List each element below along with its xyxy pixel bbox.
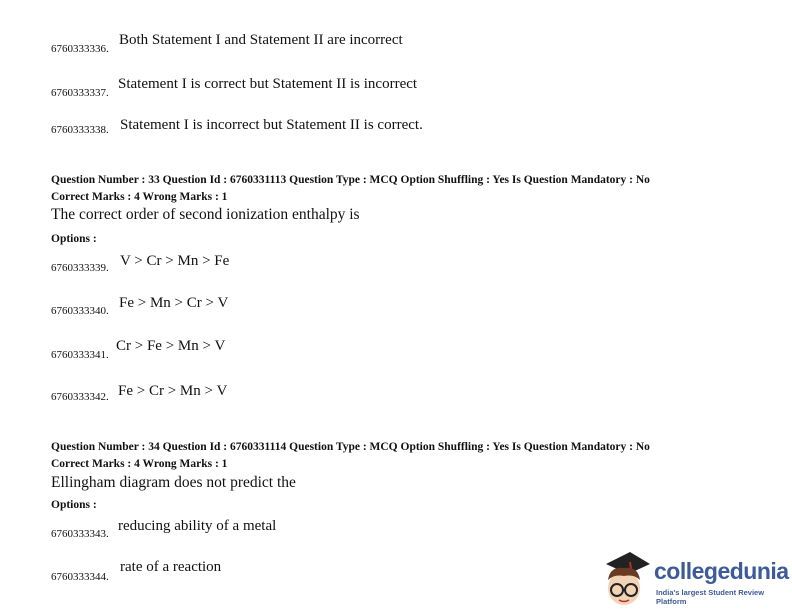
question-header: Question Number : 33 Question Id : 6760331113 Question Type : MCQ Option Shuffling : Yes Is Question Mandatory : No [51,174,650,186]
mascot-icon [600,550,652,610]
option-id: 6760333342. [51,391,109,403]
option-id: 6760333339. [51,262,109,274]
brand-tagline: India's largest Student Review Platform [656,588,765,606]
options-label: Options : [51,499,97,511]
option-id: 6760333337. [51,87,109,99]
options-label: Options : [51,233,97,245]
option-text: V > Cr > Mn > Fe [120,253,230,269]
option-text: Statement I is correct but Statement II is incorrect [118,76,418,92]
option-text: Both Statement I and Statement II are incorrect [119,32,403,48]
collegedunia-logo [600,550,790,610]
option-text: rate of a reaction [120,559,222,575]
option-id: 6760333336. [51,43,109,55]
question-header: Question Number : 34 Question Id : 6760331114 Question Type : MCQ Option Shuffling : Yes Is Question Mandatory : No [51,441,650,453]
brand-name: collegedunia [654,558,789,584]
option-text: reducing ability of a metal [118,518,277,534]
option-text: Fe > Mn > Cr > V [119,295,229,311]
option-id: 6760333340. [51,305,109,317]
question-text: Ellingham diagram does not predict the [51,474,296,491]
option-text: Cr > Fe > Mn > V [116,338,226,354]
question-marks: Correct Marks : 4 Wrong Marks : 1 [51,191,228,203]
question-text: The correct order of second ionization enthalpy is [51,206,360,223]
question-marks: Correct Marks : 4 Wrong Marks : 1 [51,458,228,470]
option-text: Fe > Cr > Mn > V [118,383,228,399]
option-id: 6760333343. [51,528,109,540]
option-id: 6760333338. [51,124,109,136]
option-id: 6760333341. [51,349,109,361]
option-id: 6760333344. [51,571,109,583]
option-text: Statement I is incorrect but Statement II is correct. [120,117,423,133]
